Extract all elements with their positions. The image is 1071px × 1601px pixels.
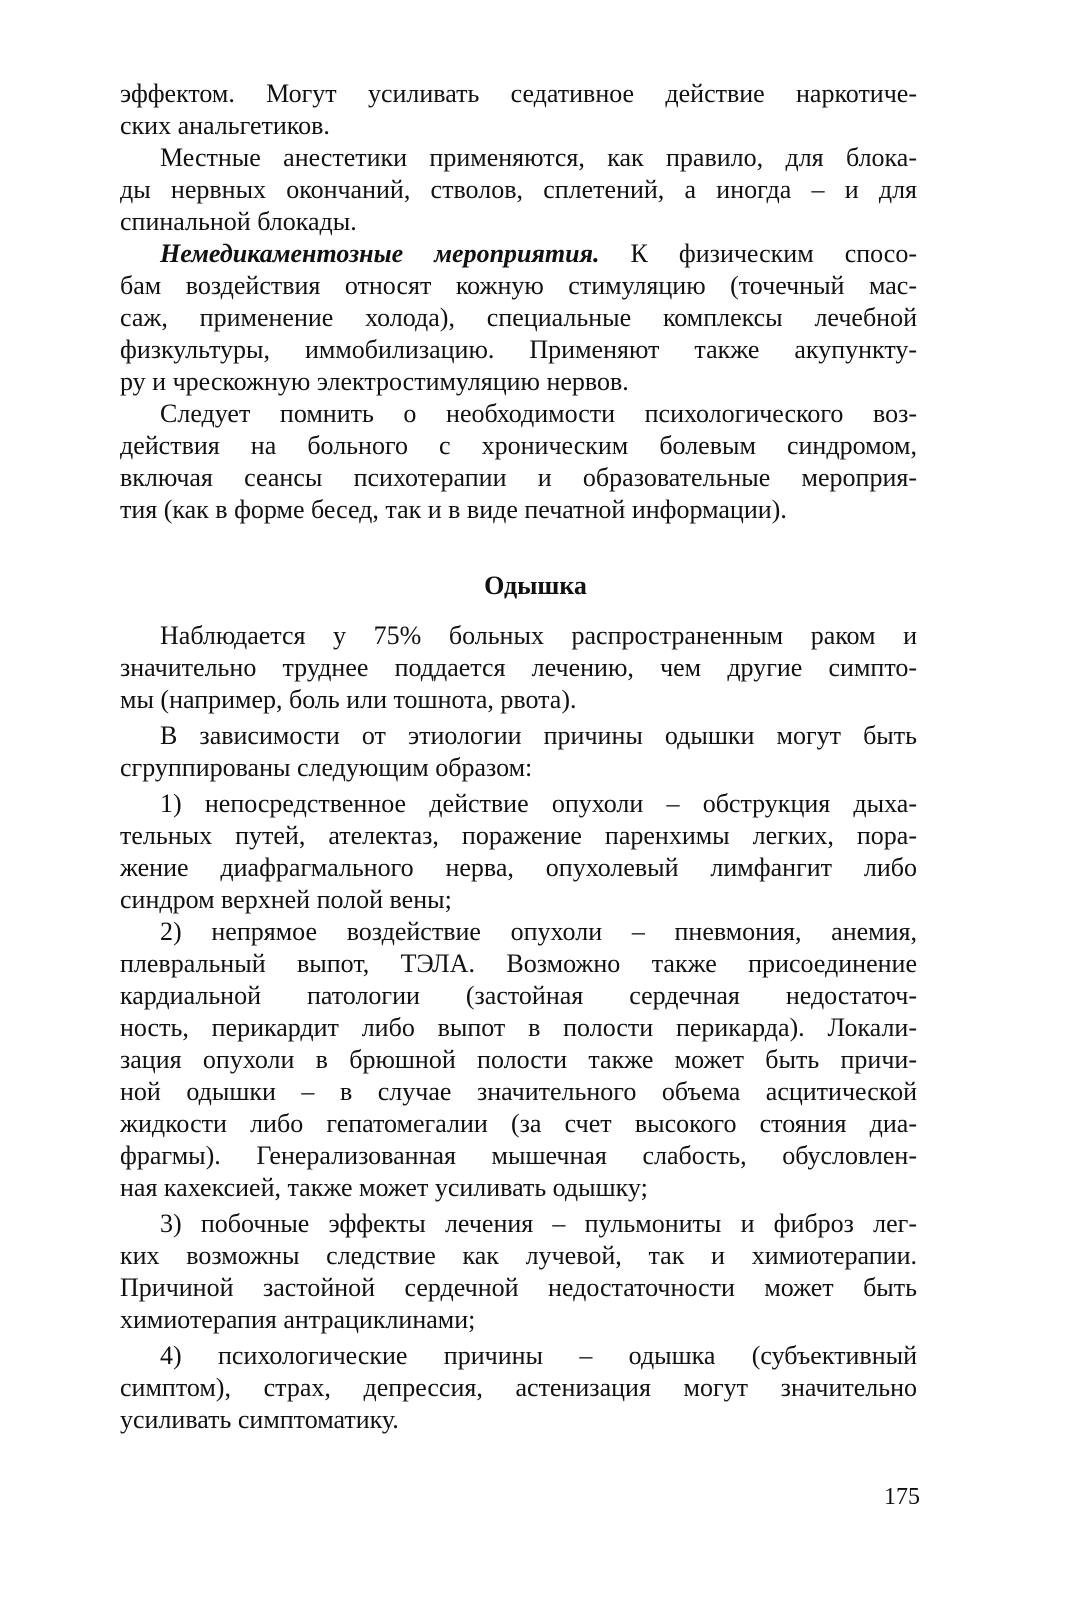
section-heading: Одышка bbox=[484, 571, 587, 600]
text-line: спинальной блокады. bbox=[120, 207, 357, 236]
page-number: 175 bbox=[884, 1484, 920, 1510]
text-line: Причиной застойной сердечной недостаточности может быть bbox=[120, 1273, 917, 1302]
text-line: В зависимости от этиологии причины одышки могут быть bbox=[160, 721, 917, 750]
text-line: жидкости либо гепатомегалии (за счет высокого стояния диа- bbox=[120, 1109, 917, 1138]
text-line: сгруппированы следующим образом: bbox=[120, 753, 533, 782]
text-line: жение диафрагмального нерва, опухолевый лимфангит либо bbox=[120, 853, 917, 882]
run-in-heading: Немедикаментозные мероприятия. bbox=[160, 239, 600, 268]
text-line: значительно труднее поддается лечению, чем другие симпто- bbox=[120, 653, 917, 682]
text-line: 1) непосредственное действие опухоли – обструкция дыха- bbox=[160, 789, 917, 818]
text-line: ких возможны следствие как лучевой, так и химиотерапии. bbox=[120, 1241, 917, 1270]
text-line: Местные анестетики применяются, как правило, для блока- bbox=[160, 143, 917, 172]
text-line: синдром верхней полой вены; bbox=[120, 885, 452, 914]
text-line: бам воздействия относят кожную стимуляцию (точечный мас- bbox=[120, 271, 917, 300]
text-line: ды нервных окончаний, стволов, сплетений, а иногда – и для bbox=[120, 175, 917, 204]
text-line: ная кахексией, также может усиливать одышку; bbox=[120, 1173, 648, 1202]
text-line: физкультуры, иммобилизацию. Применяют также акупункту- bbox=[120, 335, 917, 364]
text-line: действия на больного с хроническим болевым синдромом, bbox=[120, 431, 917, 460]
text-line: тия (как в форме бесед, так и в виде печатной информации). bbox=[120, 495, 787, 524]
text-line: симптом), страх, депрессия, астенизация могут значительно bbox=[120, 1373, 917, 1402]
text-line: ских анальгетиков. bbox=[120, 111, 330, 140]
text-line: 3) побочные эффекты лечения – пульмониты и фиброз лег- bbox=[160, 1209, 917, 1238]
text-line: ной одышки – в случае значительного объема асцитической bbox=[120, 1077, 917, 1106]
text-line: ру и чрескожную электростимуляцию нервов. bbox=[120, 367, 629, 396]
text-line bbox=[160, 238, 917, 270]
text-run: К физическим спосо- bbox=[599, 239, 918, 268]
text-line: эффектом. Могут усиливать седативное действие наркотиче- bbox=[120, 79, 917, 108]
text-line: тельных путей, ателектаз, поражение паренхимы легких, пора- bbox=[120, 821, 917, 850]
text-line: саж, применение холода), специальные комплексы лечебной bbox=[120, 303, 917, 332]
text-line: Наблюдается у 75% больных распространенным раком и bbox=[160, 621, 917, 650]
text-line: зация опухоли в брюшной полости также может быть причи- bbox=[120, 1045, 917, 1074]
text-line: 4) психологические причины – одышка (субъективный bbox=[160, 1341, 917, 1370]
text-line: Следует помнить о необходимости психологического воз- bbox=[160, 399, 917, 428]
text-line: плевральный выпот, ТЭЛА. Возможно также присоединение bbox=[120, 949, 917, 978]
text-line: кардиальной патологии (застойная сердечная недостаточ- bbox=[120, 981, 917, 1010]
text-line: включая сеансы психотерапии и образовательные мероприя- bbox=[120, 463, 917, 492]
text-line: химиотерапия антрациклинами; bbox=[120, 1305, 476, 1334]
text-line: усиливать симптоматику. bbox=[120, 1405, 399, 1434]
text-line: мы (например, боль или тошнота, рвота). bbox=[120, 685, 577, 714]
text-line: фрагмы). Генерализованная мышечная слабость, обусловлен- bbox=[120, 1141, 917, 1170]
text-line: 2) непрямое воздействие опухоли – пневмония, анемия, bbox=[160, 917, 917, 946]
text-line: ность, перикардит либо выпот в полости перикарда). Локали- bbox=[120, 1013, 917, 1042]
